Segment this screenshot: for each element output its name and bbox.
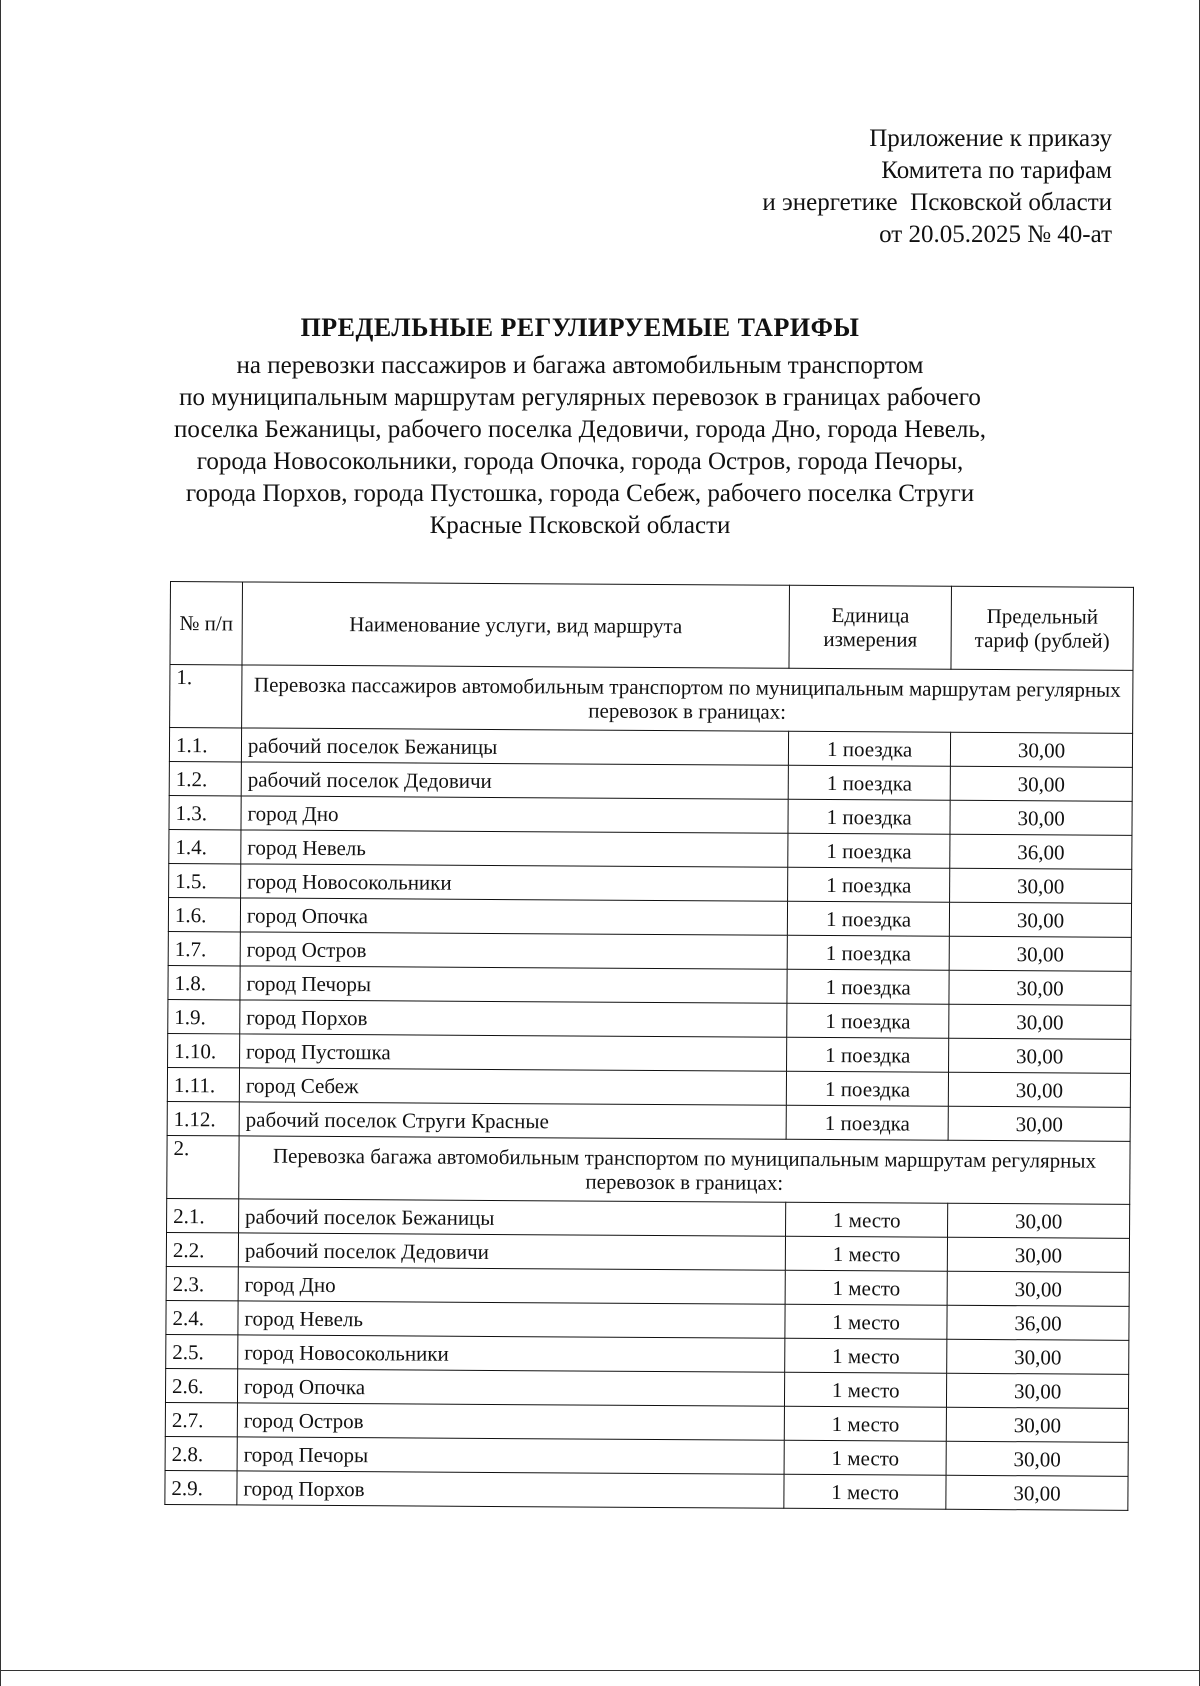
unit-of-measure: 1 место bbox=[784, 1474, 946, 1509]
appendix-line: и энергетике Псковской области bbox=[762, 189, 1112, 216]
appendix-block bbox=[762, 123, 1112, 251]
route-name: город Остров bbox=[240, 932, 787, 969]
unit-of-measure: 1 поездка bbox=[787, 1071, 949, 1106]
unit-of-measure: 1 поездка bbox=[788, 901, 950, 936]
page-edge-bottom bbox=[0, 1670, 1200, 1671]
route-name: рабочий поселок Дедовичи bbox=[241, 762, 788, 799]
section-row bbox=[167, 1135, 1130, 1204]
row-number: 2.9. bbox=[165, 1470, 237, 1504]
unit-of-measure: 1 место bbox=[785, 1338, 947, 1373]
unit-of-measure: 1 место bbox=[785, 1304, 947, 1339]
tariff-value: 30,00 bbox=[950, 766, 1132, 801]
tariff-value: 30,00 bbox=[949, 1004, 1131, 1039]
row-number: 1.1. bbox=[169, 728, 241, 762]
route-name: рабочий поселок Бежаницы bbox=[241, 728, 788, 765]
section-row bbox=[170, 665, 1133, 734]
appendix-line: от 20.05.2025 № 40-ат bbox=[879, 221, 1112, 248]
row-number: 1.8. bbox=[168, 965, 240, 999]
route-name: город Пустошка bbox=[239, 1034, 786, 1071]
route-name: город Печоры bbox=[240, 966, 787, 1003]
route-name: город Дно bbox=[241, 796, 788, 833]
tariff-value: 30,00 bbox=[949, 936, 1131, 971]
section-number: 2. bbox=[167, 1135, 239, 1198]
unit-of-measure: 1 место bbox=[784, 1440, 946, 1475]
appendix-line: Приложение к приказу bbox=[869, 125, 1112, 152]
subtitle-line: по муниципальным маршрутам регулярных перевозок в границах рабочего bbox=[179, 384, 981, 411]
tariff-value: 30,00 bbox=[949, 1038, 1131, 1073]
tariff-value: 36,00 bbox=[950, 834, 1132, 869]
tariff-value: 30,00 bbox=[946, 1475, 1128, 1510]
tariff-value: 30,00 bbox=[950, 732, 1132, 767]
route-name: город Остров bbox=[237, 1403, 784, 1440]
row-number: 1.11. bbox=[167, 1067, 239, 1101]
row-number: 2.4. bbox=[166, 1300, 238, 1334]
route-name: город Печоры bbox=[237, 1437, 784, 1474]
unit-of-measure: 1 место bbox=[786, 1236, 948, 1271]
row-number: 2.2. bbox=[166, 1232, 238, 1266]
subtitle-line: города Порхов, города Пустошка, города Себеж, рабочего поселка Струги bbox=[185, 480, 975, 507]
route-name: рабочий поселок Струги Красные bbox=[239, 1102, 786, 1139]
unit-of-measure: 1 поездка bbox=[788, 833, 950, 868]
route-name: город Опочка bbox=[237, 1369, 784, 1406]
tariff-value: 30,00 bbox=[947, 1373, 1129, 1408]
tariff-value: 30,00 bbox=[947, 1237, 1129, 1272]
row-number: 1.5. bbox=[169, 863, 241, 897]
unit-of-measure: 1 место bbox=[785, 1270, 947, 1305]
route-name: город Новосокольники bbox=[238, 1335, 785, 1372]
row-number: 1.3. bbox=[169, 795, 241, 829]
row-number: 1.12. bbox=[167, 1101, 239, 1135]
row-number: 2.8. bbox=[165, 1436, 237, 1470]
section-title: Перевозка пассажиров автомобильным транспортом по муниципальным маршрутам регулярных перевозок в границах: bbox=[242, 665, 1133, 733]
page-edge-left bbox=[0, 0, 1, 1686]
subtitle-line: города Новосокольники, города Опочка, города Остров, города Печоры, bbox=[196, 448, 964, 475]
unit-of-measure: 1 поездка bbox=[788, 867, 950, 902]
tariff-value: 36,00 bbox=[947, 1305, 1129, 1340]
row-number: 2.3. bbox=[166, 1266, 238, 1300]
tariff-table bbox=[164, 581, 1134, 1511]
table-row bbox=[165, 1470, 1128, 1510]
row-number: 1.4. bbox=[169, 829, 241, 863]
header-unit: Единица измерения bbox=[789, 585, 951, 669]
tariff-value: 30,00 bbox=[950, 868, 1132, 903]
unit-of-measure: 1 поездка bbox=[787, 1037, 949, 1072]
subtitle-line: Красные Псковской области bbox=[429, 512, 731, 539]
row-number: 1.2. bbox=[169, 761, 241, 795]
subtitle-line: поселка Бежаницы, рабочего поселка Дедовичи, города Дно, города Невель, bbox=[173, 416, 987, 443]
row-number: 1.10. bbox=[168, 1033, 240, 1067]
route-name: рабочий поселок Бежаницы bbox=[238, 1199, 785, 1236]
document-subtitle bbox=[120, 350, 1040, 542]
header-tariff: Предельный тариф (рублей) bbox=[951, 586, 1133, 670]
route-name: город Невель bbox=[238, 1301, 785, 1338]
unit-of-measure: 1 место bbox=[784, 1406, 946, 1441]
unit-of-measure: 1 поездка bbox=[787, 969, 949, 1004]
header-name: Наименование услуги, вид маршрута bbox=[242, 582, 790, 668]
row-number: 1.9. bbox=[168, 999, 240, 1033]
route-name: город Порхов bbox=[237, 1471, 784, 1508]
unit-of-measure: 1 поездка bbox=[788, 765, 950, 800]
unit-of-measure: 1 поездка bbox=[787, 1003, 949, 1038]
tariff-value: 30,00 bbox=[946, 1441, 1128, 1476]
tariff-value: 30,00 bbox=[949, 902, 1131, 937]
tariff-value: 30,00 bbox=[947, 1339, 1129, 1374]
route-name: город Себеж bbox=[239, 1068, 786, 1105]
tariff-value: 30,00 bbox=[948, 1072, 1130, 1107]
row-number: 1.7. bbox=[168, 931, 240, 965]
unit-of-measure: 1 место bbox=[785, 1372, 947, 1407]
row-number: 2.1. bbox=[167, 1198, 239, 1232]
row-number: 2.7. bbox=[165, 1402, 237, 1436]
tariff-value: 30,00 bbox=[948, 1203, 1130, 1238]
table-header-row bbox=[170, 582, 1133, 671]
row-number: 2.5. bbox=[166, 1334, 238, 1368]
route-name: город Порхов bbox=[240, 1000, 787, 1037]
unit-of-measure: 1 поездка bbox=[786, 1105, 948, 1140]
route-name: город Опочка bbox=[240, 898, 787, 935]
document-title: ПРЕДЕЛЬНЫЕ РЕГУЛИРУЕМЫЕ ТАРИФЫ bbox=[300, 313, 860, 342]
unit-of-measure: 1 поездка bbox=[788, 799, 950, 834]
route-name: рабочий поселок Дедовичи bbox=[238, 1233, 785, 1270]
section-number: 1. bbox=[170, 665, 242, 728]
section-title: Перевозка багажа автомобильным транспортом по муниципальным маршрутам регулярных перевозок в границах: bbox=[239, 1136, 1130, 1204]
route-name: город Дно bbox=[238, 1267, 785, 1304]
tariff-value: 30,00 bbox=[949, 970, 1131, 1005]
unit-of-measure: 1 поездка bbox=[789, 731, 951, 766]
route-name: город Новосокольники bbox=[241, 864, 788, 901]
tariff-table-body bbox=[165, 665, 1133, 1511]
unit-of-measure: 1 поездка bbox=[787, 935, 949, 970]
appendix-line: Комитета по тарифам bbox=[881, 157, 1112, 184]
tariff-value: 30,00 bbox=[946, 1407, 1128, 1442]
header-num: № п/п bbox=[170, 582, 242, 665]
row-number: 2.6. bbox=[165, 1368, 237, 1402]
unit-of-measure: 1 место bbox=[786, 1202, 948, 1237]
tariff-value: 30,00 bbox=[948, 1106, 1130, 1141]
subtitle-line: на перевозки пассажиров и багажа автомобильным транспортом bbox=[236, 352, 924, 379]
route-name: город Невель bbox=[241, 830, 788, 867]
tariff-value: 30,00 bbox=[947, 1271, 1129, 1306]
tariff-value: 30,00 bbox=[950, 800, 1132, 835]
row-number: 1.6. bbox=[168, 897, 240, 931]
